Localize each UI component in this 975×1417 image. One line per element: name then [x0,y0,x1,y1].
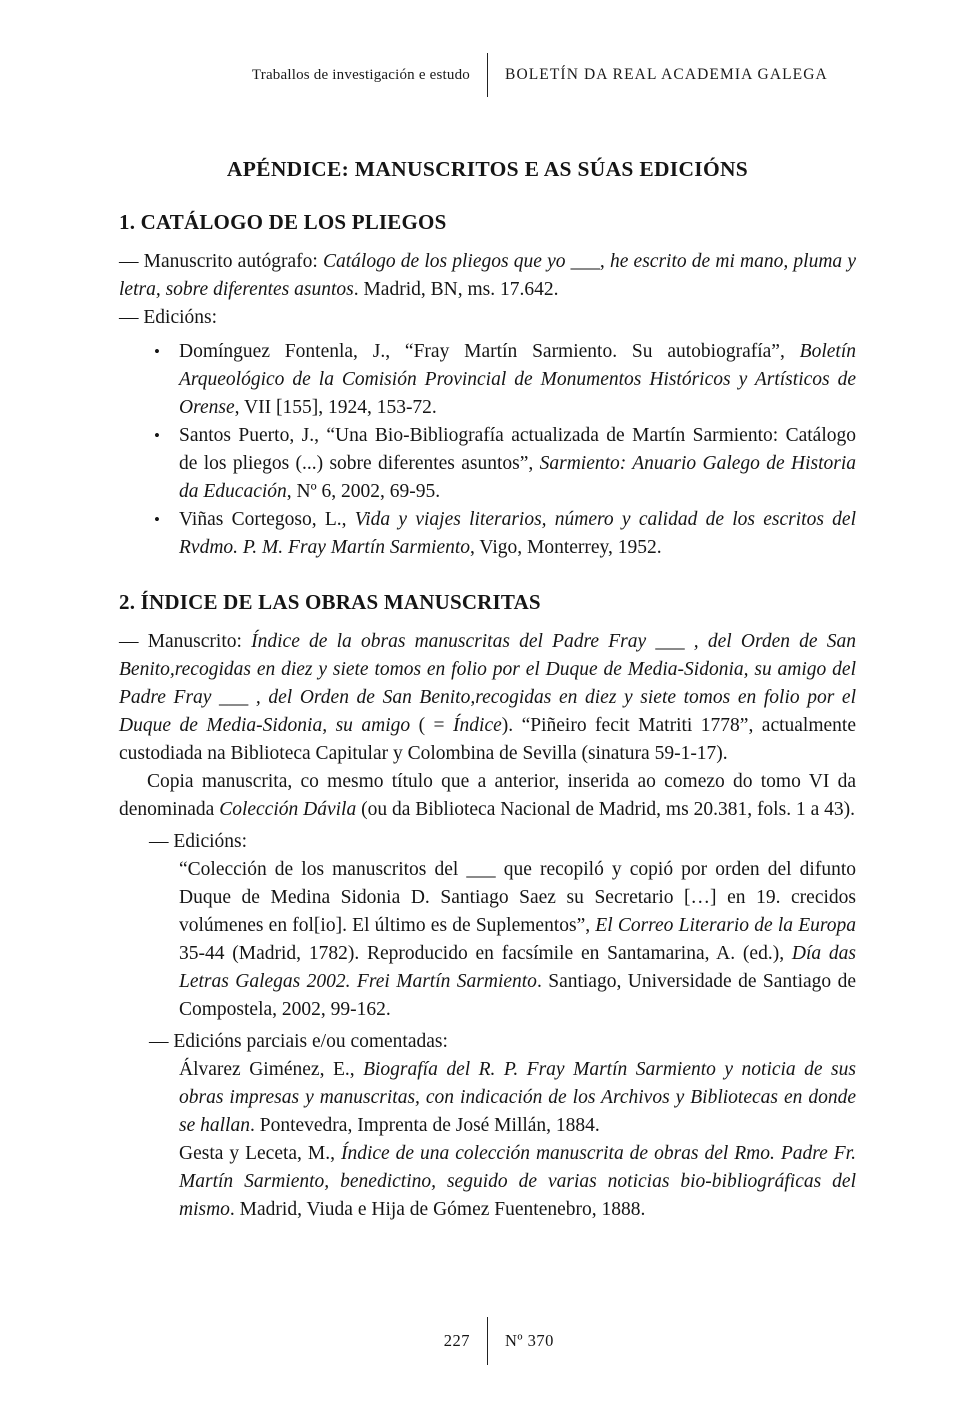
italic-text-segment: Índice de la obras manuscritas del Padre Fray ___ , del Orden de San Benito,recogidas en diez y siete tomos en folio por el Duque de Media-Sidonia, su amigo del Padre Fray ___ , del Orden de San Benito,recogidas en diez y siete tomos en folio por el Duque de Media-Sidonia, su amigo [119,631,857,736]
list-item-santos [119,422,856,506]
text-segment: Viñas Cortegoso, L., [179,509,355,530]
text-segment: (ou da Biblioteca Nacional de Madrid, ms 20.381, fols. 1 a 43). [356,799,855,820]
paragraph-edicions-label-1 [119,304,856,332]
paragraph-gesta-leceta [179,1140,856,1224]
italic-text-segment: Día das Letras Galegas 2002. Frei Martín Sarmiento [179,943,856,992]
text-segment: . Madrid, BN, ms. 17.642. [353,279,559,300]
paragraph-copia-manuscrita [119,768,856,824]
bullet-icon: • [154,510,160,529]
text-segment: — Edicións parciais e/ou comentadas: [149,1031,448,1052]
list-item-text [179,341,856,418]
header-journal-title: BOLETÍN DA REAL ACADEMIA GALEGA [505,66,828,83]
text-segment: — Manuscrito: [119,631,252,652]
bullet-icon: • [154,342,160,361]
text-segment: — Manuscrito autógrafo: [119,251,323,272]
text-segment: . Santiago, Universidade de Santiago de Compostela, 2002, 99-162. [179,971,856,1020]
text-segment: , Vigo, Monterrey, 1952. [470,537,662,558]
text-segment: , VII [155], 1924, 153-72. [234,397,437,418]
text-segment: Álvarez Giménez, E., [179,1059,364,1080]
list-item-vinas [119,506,856,562]
paragraph-manuscrito-indice [119,628,856,768]
text-segment: , Nº 6, 2002, 69-95. [286,481,441,502]
paragraph-alvarez-gimenez [179,1056,856,1140]
header-section-title: Traballos de investigación e estudo [251,66,470,83]
appendix-title: APÉNDICE: MANUSCRITOS E AS SÚAS EDICIÓNS [226,157,749,181]
italic-text-segment: El Correo Literario de la Europa [595,915,856,936]
italic-text-segment: Colección Dávila [219,799,357,820]
paragraph-edicions-parciais-label [149,1028,856,1056]
page-number: 227 [443,1331,470,1350]
italic-text-segment: Catálogo de los pliegos que yo ___, he escrito de mi mano, pluma y letra, sobre diferentes asuntos [119,251,857,300]
text-segment: Domínguez Fontenla, J., “Fray Martín Sarmiento. Su autobiografía”, [179,341,800,362]
italic-text-segment: Índice de una colección manuscrita de obras del Rmo. Padre Fr. Martín Sarmiento, benedictino, seguido de varias noticias bio-bibliográficas del mismo [179,1143,856,1220]
text-segment: . Pontevedra, Imprenta de José Millán, 1884. [249,1115,600,1136]
text-segment: ( = [410,715,454,736]
text-segment: — Edicións: [149,831,248,852]
italic-text-segment: Biografía del R. P. Fray Martín Sarmiento y noticia de sus obras impresas y manuscritas, con indicación de los Archivos y Bibliotecas en donde se hallan [179,1059,856,1136]
issue-number: Nº 370 [505,1331,554,1350]
text-segment: “Colección de los manuscritos del ___ que recopiló y copió por orden del difunto Duque de Medina Sidonia D. Santiago Saez su Secretario […] en 19. crecidos volúmenes en fol[io]. El último es de Suplementos”, [179,859,856,936]
text-segment: — Edicións: [119,307,218,328]
text-segment: Copia manuscrita, co mesmo título que a anterior, inserida ao comezo do tomo VI da denominada [119,771,856,820]
page-footer [0,1316,975,1366]
list-item-dominguez [119,338,856,422]
text-segment: Santos Puerto, J., “Una Bio-Bibliografía actualizada de Martín Sarmiento: Catálogo de los pliegos (...) sobre diferentes asuntos”, [179,425,856,474]
list-item-text [179,509,856,558]
italic-text-segment: Sarmiento: Anuario Galego de Historia da Educación [179,453,856,502]
section-2-heading: 2. ÍNDICE DE LAS OBRAS MANUSCRITAS [119,590,541,614]
italic-text-segment: Vida y viajes literarios, número y calidad de los escritos del Rvdmo. P. M. Fray Martín Sarmiento [179,509,856,558]
page-header [0,52,975,98]
page-body [119,150,856,1224]
italic-text-segment: Índice [453,715,502,736]
italic-text-segment: Boletín Arqueológico de la Comisión Provincial de Monumentos Históricos y Artísticos de Orense [179,341,856,418]
section-1-heading: 1. CATÁLOGO DE LOS PLIEGOS [119,210,447,234]
text-segment: ). “Piñeiro fecit Matriti 1778”, actualmente custodiada na Biblioteca Capitular y Colombina de Sevilla (sinatura 59-1-17). [119,715,856,764]
paragraph-manuscrito-autografo [119,248,856,304]
paragraph-edicions-label-2 [149,828,856,856]
edicions-list [119,338,856,562]
bullet-icon: • [154,426,160,445]
text-segment: Gesta y Leceta, M., [179,1143,341,1164]
paragraph-edicion-entry [179,856,856,1024]
text-segment: . Madrid, Viuda e Hija de Gómez Fuentenebro, 1888. [229,1199,646,1220]
text-segment: 35-44 (Madrid, 1782). Reproducido en facsímile en Santamarina, A. (ed.), [179,943,792,964]
list-item-text [179,425,856,502]
